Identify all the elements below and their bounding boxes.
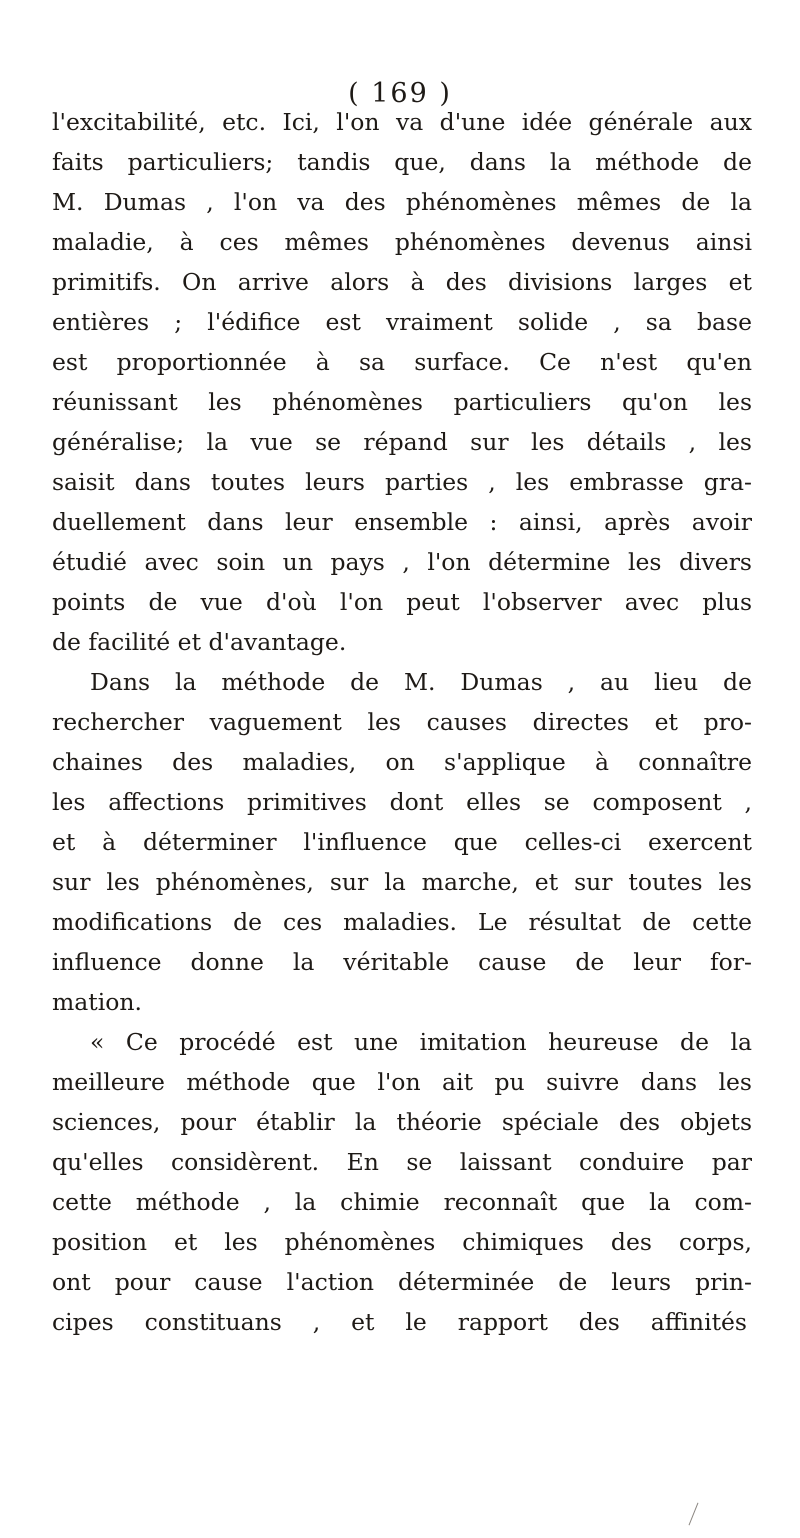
- text-line: meilleure méthode que l'on ait pu suivre dans les: [52, 1068, 752, 1096]
- text-line: primitifs. On arrive alors à des divisions larges et: [52, 268, 752, 296]
- text-line: faits particuliers; tandis que, dans la méthode de: [52, 148, 752, 176]
- text-line: sur les phénomènes, sur la marche, et sur toutes les: [52, 868, 752, 896]
- text-line: saisit dans toutes leurs parties , les embrasse gra-: [52, 468, 752, 496]
- text-line: cipes constituans , et le rapport des affinités: [52, 1308, 747, 1336]
- pencil-mark: [689, 1503, 699, 1526]
- text-line: modifications de ces maladies. Le résultat de cette: [52, 908, 752, 936]
- paragraph-start: Dans la méthode de M. Dumas , au lieu de: [90, 668, 752, 696]
- text-line: M. Dumas , l'on va des phénomènes mêmes de la: [52, 188, 752, 216]
- text-line: duellement dans leur ensemble : ainsi, après avoir: [52, 508, 752, 536]
- text-line: position et les phénomènes chimiques des corps,: [52, 1228, 752, 1256]
- text-line: qu'elles considèrent. En se laissant conduire par: [52, 1148, 752, 1176]
- text-line: étudié avec soin un pays , l'on détermine les divers: [52, 548, 752, 576]
- text-line: et à déterminer l'influence que celles-ci exercent: [52, 828, 752, 856]
- text-line: cette méthode , la chimie reconnaît que la com-: [52, 1188, 752, 1216]
- text-line: sciences, pour établir la théorie spéciale des objets: [52, 1108, 752, 1136]
- text-line: généralise; la vue se répand sur les détails , les: [52, 428, 752, 456]
- text-line: est proportionnée à sa surface. Ce n'est qu'en: [52, 348, 752, 376]
- text-line: entières ; l'édifice est vraiment solide , sa base: [52, 308, 752, 336]
- paragraph-start: « Ce procédé est une imitation heureuse de la: [90, 1028, 752, 1056]
- text-line: influence donne la véritable cause de leur for-: [52, 948, 752, 976]
- text-line: chaines des maladies, on s'applique à connaître: [52, 748, 752, 776]
- text-line: de facilité et d'avantage.: [52, 628, 347, 656]
- text-line: rechercher vaguement les causes directes et pro-: [52, 708, 752, 736]
- text-line: les affections primitives dont elles se composent ,: [52, 788, 752, 816]
- page-number: ( 169 ): [348, 78, 452, 109]
- text-line: maladie, à ces mêmes phénomènes devenus ainsi: [52, 228, 752, 256]
- text-line: l'excitabilité, etc. Ici, l'on va d'une idée générale aux: [52, 108, 752, 136]
- text-line: réunissant les phénomènes particuliers qu'on les: [52, 388, 752, 416]
- text-line: mation.: [52, 988, 143, 1016]
- text-line: ont pour cause l'action déterminée de leurs prin-: [52, 1268, 752, 1296]
- text-line: points de vue d'où l'on peut l'observer avec plus: [52, 588, 752, 616]
